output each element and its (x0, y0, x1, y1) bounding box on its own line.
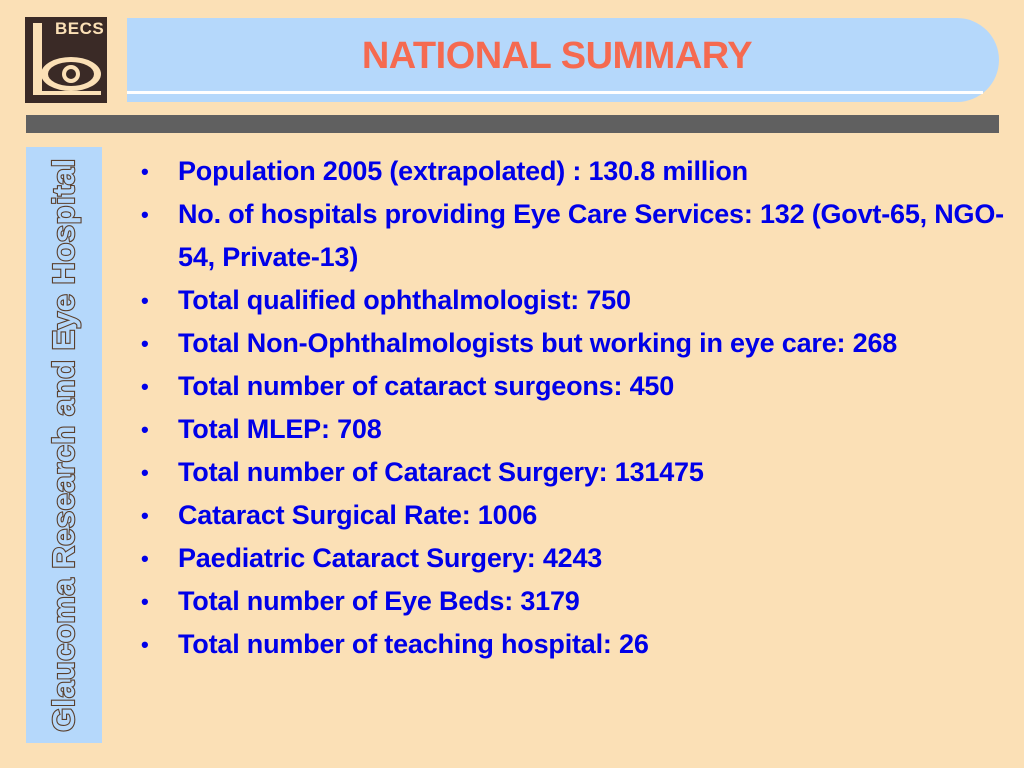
list-item (135, 322, 1005, 365)
bullet-icon: • (141, 460, 149, 485)
list-item-text: Total number of cataract surgeons: 450 (178, 371, 675, 401)
list-item (135, 537, 1005, 580)
bullet-icon: • (141, 417, 149, 442)
list-item-text: Paediatric Cataract Surgery: 4243 (178, 543, 603, 573)
list-item-text: Population 2005 (extrapolated) : 130.8 million (178, 156, 748, 186)
bullet-icon: • (141, 503, 149, 528)
bullet-icon: • (141, 589, 149, 614)
list-item (135, 623, 1005, 666)
list-item-text: Total number of Eye Beds: 3179 (178, 586, 580, 616)
title-underline (127, 91, 983, 94)
list-item (135, 279, 1005, 322)
logo-text: BECS (55, 19, 105, 38)
list-item (135, 580, 1005, 623)
bullet-icon: • (141, 374, 149, 399)
bullet-icon: • (141, 288, 149, 313)
bullet-icon: • (141, 159, 149, 184)
list-item-text: Total number of teaching hospital: 26 (178, 629, 649, 659)
sidebar-banner (26, 147, 102, 743)
list-item (135, 365, 1005, 408)
bullet-icon: • (141, 202, 149, 227)
sidebar-hospital-name: Glaucoma Research and Eye Hospital (46, 158, 81, 732)
header-divider (26, 115, 999, 133)
bullet-icon: • (141, 632, 149, 657)
list-item (135, 494, 1005, 537)
becs-logo (25, 17, 107, 103)
list-item (135, 451, 1005, 494)
list-item-text: Cataract Surgical Rate: 1006 (178, 500, 538, 530)
list-item-text: Total number of Cataract Surgery: 131475 (178, 457, 704, 487)
bullet-icon: • (141, 546, 149, 571)
list-item (135, 408, 1005, 451)
list-item (135, 150, 1005, 193)
list-item-text: Total qualified ophthalmologist: 750 (178, 285, 631, 315)
summary-list (135, 150, 1005, 666)
summary-content (135, 150, 1005, 666)
list-item-text: Total Non-Ophthalmologists but working in eye care: 268 (178, 328, 898, 358)
list-item-text: No. of hospitals providing Eye Care Services: 132 (Govt-65, NGO-54, Private-13) (178, 199, 1004, 272)
page-title: NATIONAL SUMMARY (361, 35, 753, 77)
bullet-icon: • (141, 331, 149, 356)
title-bar (127, 18, 999, 102)
list-item (135, 193, 1005, 279)
list-item-text: Total MLEP: 708 (178, 414, 382, 444)
